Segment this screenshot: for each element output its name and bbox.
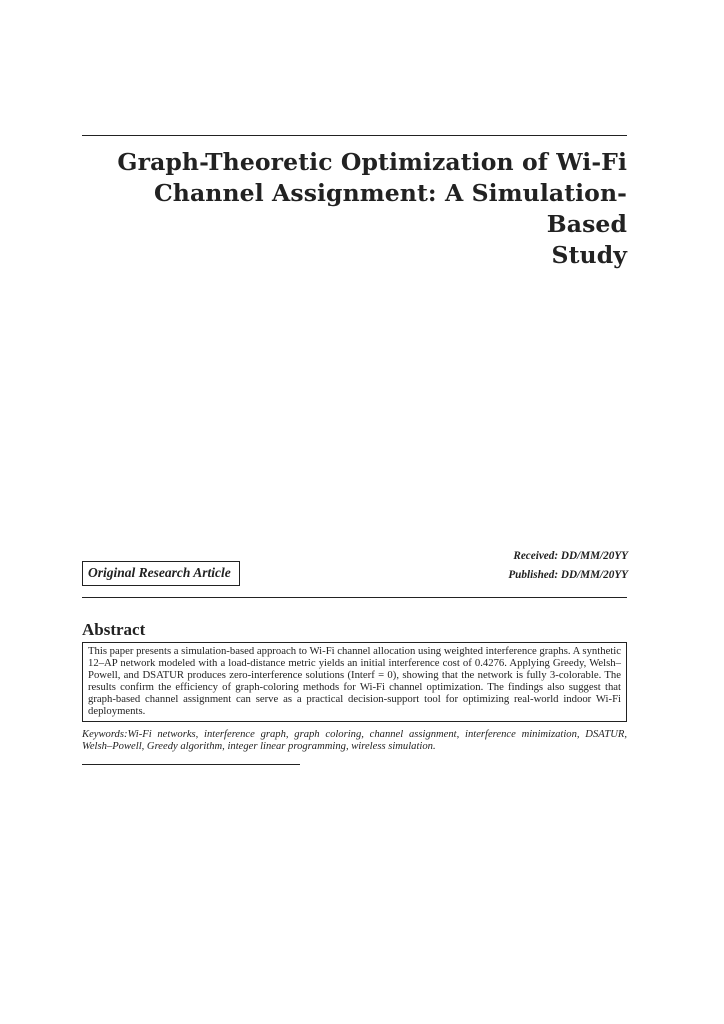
title-top-rule bbox=[82, 135, 627, 136]
header-bottom-rule bbox=[82, 597, 627, 598]
abstract-box bbox=[82, 642, 627, 722]
title-line: Graph-Theoretic Optimization of Wi-Fi bbox=[117, 148, 627, 176]
paper-title bbox=[82, 147, 627, 271]
footnote-rule bbox=[82, 764, 300, 765]
keywords: Keywords:Wi-Fi networks, interference graph, graph coloring, channel assignment, interference minimization, DSATUR, Welsh–Powell, Greedy algorithm, integer linear programming, wireless simulation. bbox=[82, 729, 627, 753]
title-line: Channel Assignment: A Simulation-Based bbox=[153, 179, 627, 238]
article-type-badge: Original Research Article bbox=[82, 561, 240, 586]
publication-dates bbox=[508, 547, 628, 585]
title-line: Study bbox=[551, 241, 627, 269]
abstract-text: This paper presents a simulation-based approach to Wi-Fi channel allocation using weighted interference graphs. A synthetic 12–AP network modeled with a load-distance metric yields an initial interference cost of 0.4276. Applying Greedy, Welsh–Powell, and DSATUR produces zero-interference solutions (Interf = 0), showing that the network is fully 3-colorable. The results confirm the efficiency of graph-coloring methods for Wi-Fi channel optimization. The findings also suggest that graph-based channel assignment can serve as a practical decision-support tool for optimizing real-world indoor Wi-Fi deployments. bbox=[88, 645, 621, 718]
abstract-heading: Abstract bbox=[82, 620, 146, 639]
published-date: Published: DD/MM/20YY bbox=[508, 569, 628, 581]
received-date: Received: DD/MM/20YY bbox=[513, 550, 628, 562]
